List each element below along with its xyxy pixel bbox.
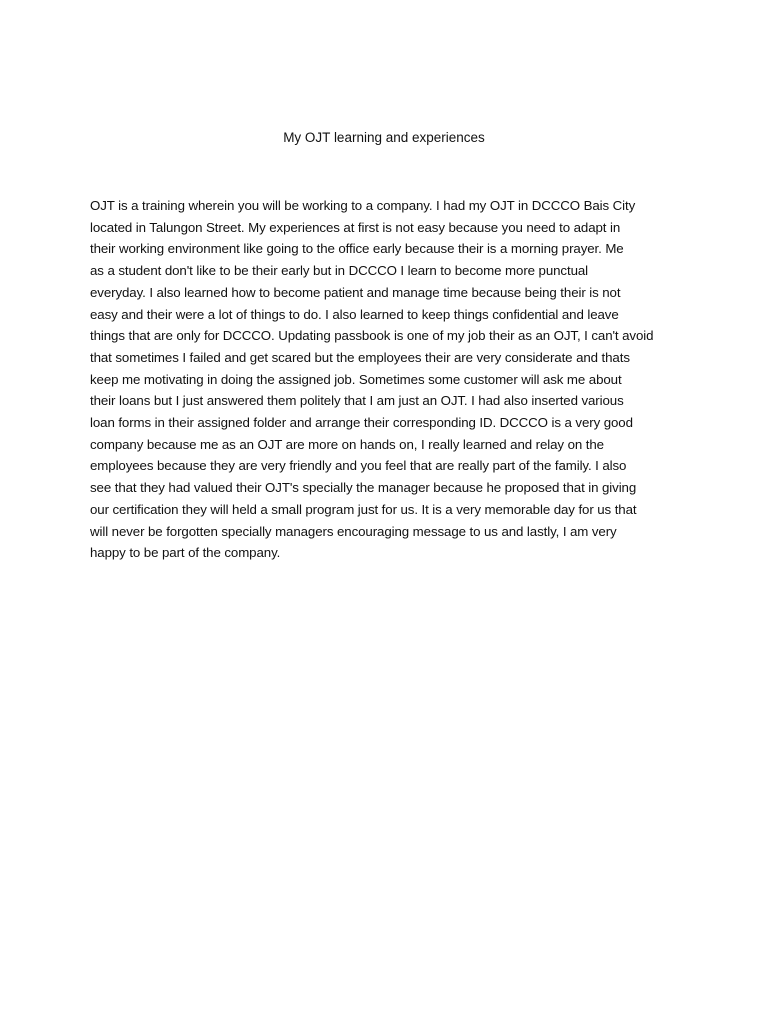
paragraph-line: employees because they are very friendly and you feel that are really part of the family. I also	[90, 458, 627, 474]
paragraph-line: company because me as an OJT are more on hands on, I really learned and relay on the	[90, 436, 604, 452]
paragraph-line: will never be forgotten specially managers encouraging message to us and lastly, I am very	[90, 523, 617, 539]
body-paragraph	[90, 195, 690, 564]
paragraph-line: our certification they will held a small program just for us. It is a very memorable day for us that	[90, 501, 637, 517]
paragraph-line: things that are only for DCCCO. Updating passbook is one of my job their as an OJT, I can't avoid	[90, 328, 654, 344]
paragraph-line: keep me motivating in doing the assigned job. Sometimes some customer will ask me about	[90, 371, 622, 387]
paragraph-line: that sometimes I failed and get scared but the employees their are very considerate and thats	[90, 349, 630, 365]
paragraph-line: loan forms in their assigned folder and arrange their corresponding ID. DCCCO is a very good	[90, 415, 633, 431]
paragraph-line: as a student don't like to be their early but in DCCCO I learn to become more punctual	[90, 263, 589, 279]
document-title: My OJT learning and experiences	[283, 130, 485, 145]
paragraph-line: their loans but I just answered them politely that I am just an OJT. I had also inserted various	[90, 393, 624, 409]
paragraph-line: easy and their were a lot of things to do. I also learned to keep things confidential and leave	[90, 306, 619, 322]
paragraph-line: everyday. I also learned how to become patient and manage time because being their is not	[90, 284, 621, 300]
paragraph-line: OJT is a training wherein you will be working to a company. I had my OJT in DCCCO Bais City	[90, 198, 636, 213]
paragraph-line: see that they had valued their OJT's specially the manager because he proposed that in giving	[90, 480, 637, 496]
paragraph-line: their working environment like going to the office early because their is a morning prayer. Me	[90, 241, 624, 257]
paragraph-line: happy to be part of the company.	[90, 545, 281, 561]
paragraph-line: located in Talungon Street. My experiences at first is not easy because you need to adapt in	[90, 219, 621, 235]
